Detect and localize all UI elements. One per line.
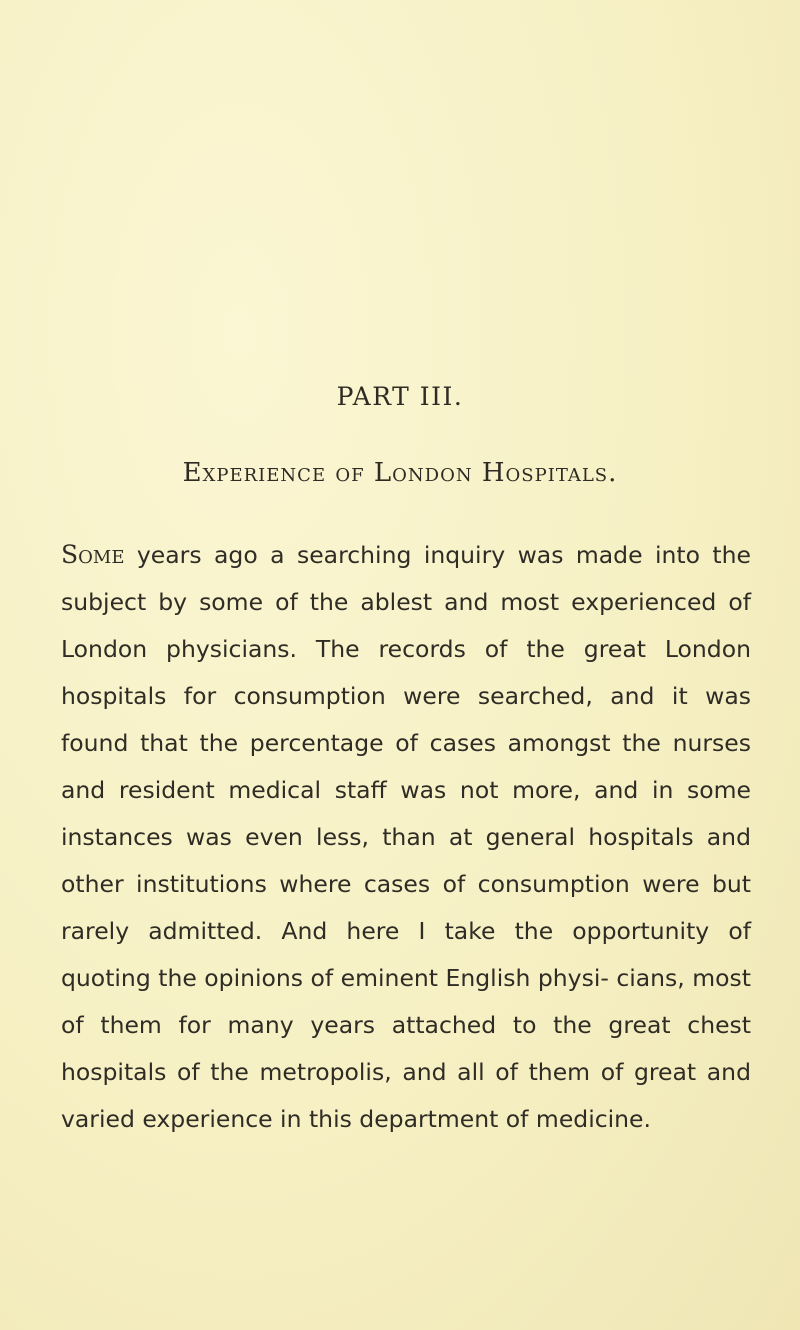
body-paragraph [61, 531, 751, 1143]
part-heading: PART III. [336, 382, 464, 411]
paragraph-text: years ago a searching inquiry was made into the subject by some of the ablest and most experienced of London physicians. The records of the great London hospitals for consumption were searched, and it was found that the percentage of cases amongst the nurses and resident medical staff was not more, and in some instances was even less, than at general hospitals and other institutions where cases of consumption were but rarely admitted. And here I take the opportunity of quoting the opinions of eminent English physi- cians, most of them for many years attached to the great chest hospitals of the metropolis, and all of them of great and varied experience in this department of medicine. [61, 541, 751, 1133]
paragraph-lead-word: Some [61, 540, 125, 569]
chapter-title: Experience of London Hospitals. [182, 458, 618, 488]
